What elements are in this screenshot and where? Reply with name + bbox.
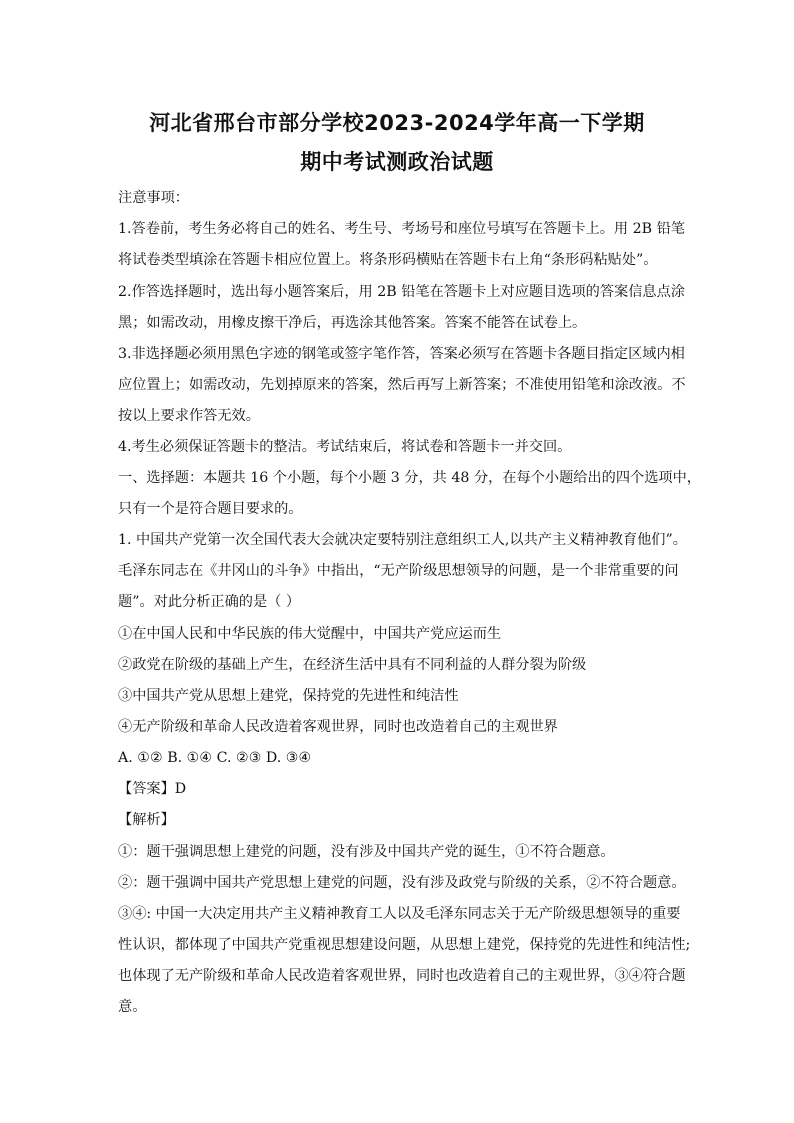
notice-line: 黑；如需改动，用橡皮擦干净后，再选涂其他答案。答案不能答在试卷上。 [118,315,587,331]
notice-line: 1.答卷前，考生务必将自己的姓名、考生号、考场号和座位号填写在答题卡上。用 2B 铅笔 [118,221,685,237]
question-option: ②政党在阶级的基础上产生，在经济生活中具有不同利益的人群分裂为阶级 [118,657,587,673]
notice-line: 2.作答选择题时，选出每小题答案后，用 2B 铅笔在答题卡上对应题目选项的答案信息点涂 [118,284,685,300]
title-line-2: 期中考试测政治试题 [300,150,494,174]
analysis-heading: 【解析】 [118,812,175,828]
notice-heading: 注意事项： [118,190,189,206]
answer-choices: A. ①② B. ①④ C. ②③ D. ③④ [118,750,312,766]
question-option: ③中国共产党从思想上建党，保持党的先进性和纯洁性 [118,688,459,704]
analysis-line: ③④: 中国一大决定用共产主义精神教育工人以及毛泽东同志关于无产阶级思想领导的重要 [118,906,681,922]
notice-line: 4.考生必须保证答题卡的整洁。考试结束后，将试卷和答题卡一并交回。 [118,439,572,455]
analysis-line: 也体现了无产阶级和革命人民改造着客观世界，同时也改造着自己的主观世界，③④符合题 [118,968,686,984]
analysis-line: ②：题干强调中国共产党思想上建党的问题，没有涉及政党与阶级的关系，②不符合题意。 [118,875,686,891]
analysis-line: 意。 [118,999,147,1015]
notice-line: 将试卷类型填涂在答题卡相应位置上。将条形码横贴在答题卡右上角“条形码粘贴处”。 [118,252,658,268]
question-stem: 毛泽东同志在《井冈山的斗争》中指出，“无产阶级思想领导的问题，是一个非常重要的问 [118,563,679,579]
notice-line: 应位置上；如需改动，先划掉原来的答案，然后再写上新答案；不准使用铅笔和涂改液。不 [118,377,686,393]
question-stem: 题”。对此分析正确的是（ ） [118,594,301,610]
notice-line: 按以上要求作答无效。 [118,408,260,424]
title-line-1: 河北省邢台市部分学校2023-2024学年高一下学期 [149,111,645,135]
answer-label: 【答案】D [118,781,187,797]
question-option: ④无产阶级和革命人民改造着客观世界，同时也改造着自己的主观世界 [118,719,558,735]
question-option: ①在中国人民和中华民族的伟大觉醒中，中国共产党应运而生 [118,626,502,642]
question-stem: 1. 中国共产党第一次全国代表大会就决定要特别注意组织工人,以共产主义精神教育他们”。 [118,532,687,548]
analysis-line: ①：题干强调思想上建党的问题，没有涉及中国共产党的诞生，①不符合题意。 [118,844,615,860]
notice-line: 3.非选择题必须用黑色字迹的钢笔或签字笔作答，答案必须写在答题卡各题目指定区域内相 [118,346,685,362]
section-heading-cont: 只有一个是符合题目要求的。 [118,501,303,517]
section-heading: 一、选择题：本题共 16 个小题，每个小题 3 分，共 48 分，在每个小题给出的四个选项中， [118,470,701,486]
analysis-line: 性认识，都体现了中国共产党重视思想建设问题，从思想上建党，保持党的先进性和纯洁性; [118,937,691,953]
